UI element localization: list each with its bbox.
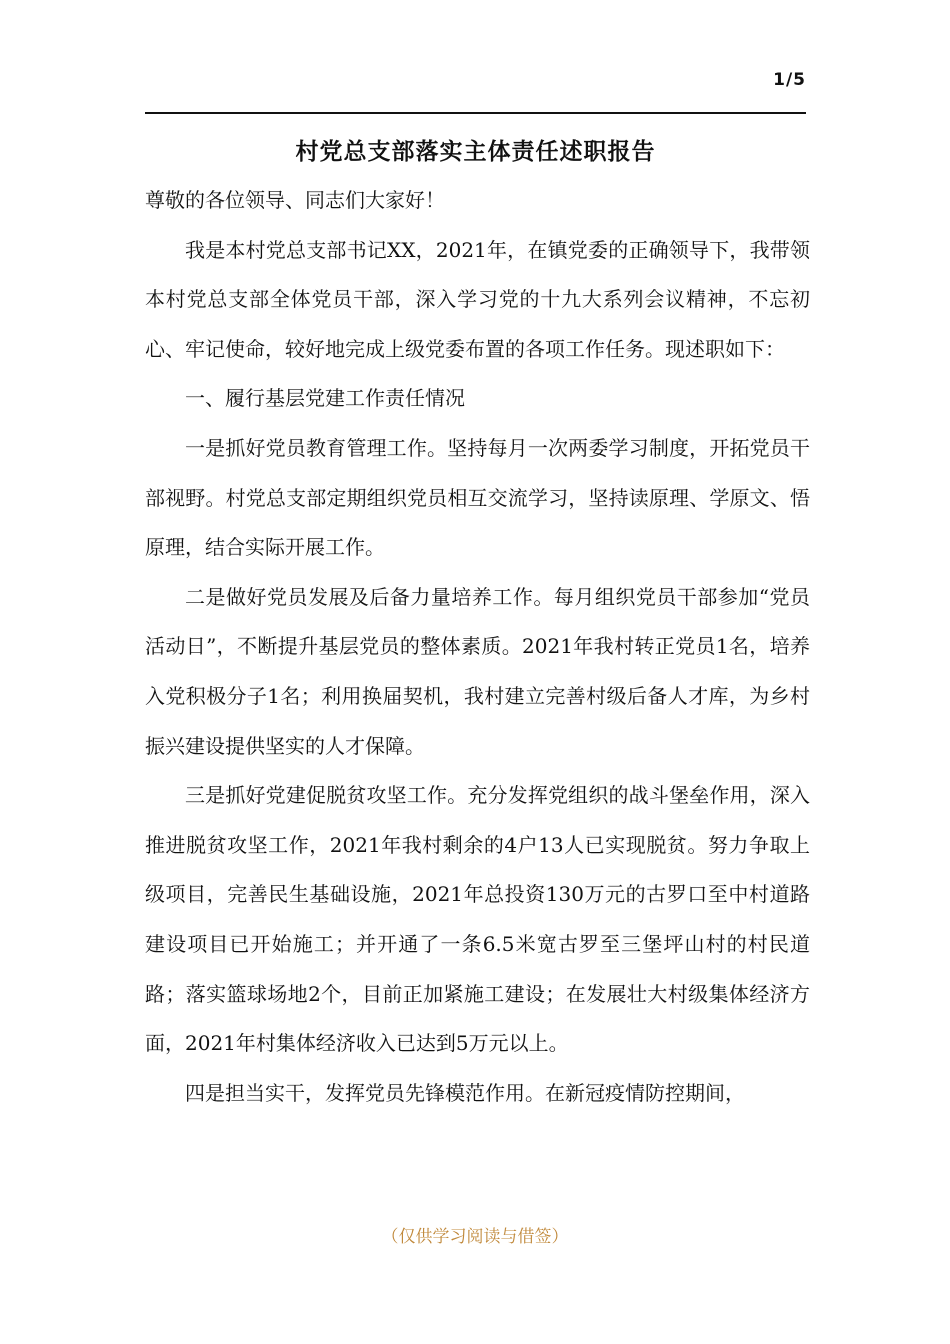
document-body (145, 176, 810, 1118)
footer-note: （仅供学习阅读与借签） (381, 1227, 569, 1247)
paragraph-intro: 我是本村党总支部书记XX，2021年，在镇党委的正确领导下，我带领本村党总支部全体党员干部，深入学习党的十九大系列会议精神，不忘初心、牢记使命，较好地完成上级党委布置的各项工作任务。现述职如下： (145, 237, 810, 361)
paragraph-item-4: 四是担当实干，发挥党员先锋模范作用。在新冠疫情防控期间， (185, 1080, 745, 1105)
section-heading: 一、履行基层党建工作责任情况 (185, 386, 465, 411)
header-divider (145, 112, 806, 114)
paragraph-item-2: 二是做好党员发展及后备力量培养工作。每月组织党员干部参加“党员活动日”，不断提升基层党员的整体素质。2021年我村转正党员1名，培养入党积极分子1名；利用换届契机，我村建立完善村级后备人才库，为乡村振兴建设提供坚实的人才保障。 (145, 584, 810, 758)
document-title: 村党总支部落实主体责任述职报告 (295, 139, 656, 165)
greeting-line: 尊敬的各位领导、同志们大家好！ (145, 188, 445, 212)
paragraph-item-1: 一是抓好党员教育管理工作。坚持每月一次两委学习制度，开拓党员干部视野。村党总支部定期组织党员相互交流学习，坚持读原理、学原文、悟原理，结合实际开展工作。 (145, 435, 810, 560)
page-number: 1/5 (773, 70, 806, 90)
paragraph-item-3: 三是抓好党建促脱贫攻坚工作。充分发挥党组织的战斗堡垒作用，深入推进脱贫攻坚工作，2021年我村剩余的4户13人已实现脱贫。努力争取上级项目，完善民生基础设施，2021年总投资130万元的古罗口至中村道路建设项目已开始施工；并开通了一条6.5米宽古罗至三堡坪山村的村民道路；落实篮球场地2个，目前正加紧施工建设；在发展壮大村级集体经济方面，2021年村集体经济收入已达到5万元以上。 (145, 783, 810, 1056)
